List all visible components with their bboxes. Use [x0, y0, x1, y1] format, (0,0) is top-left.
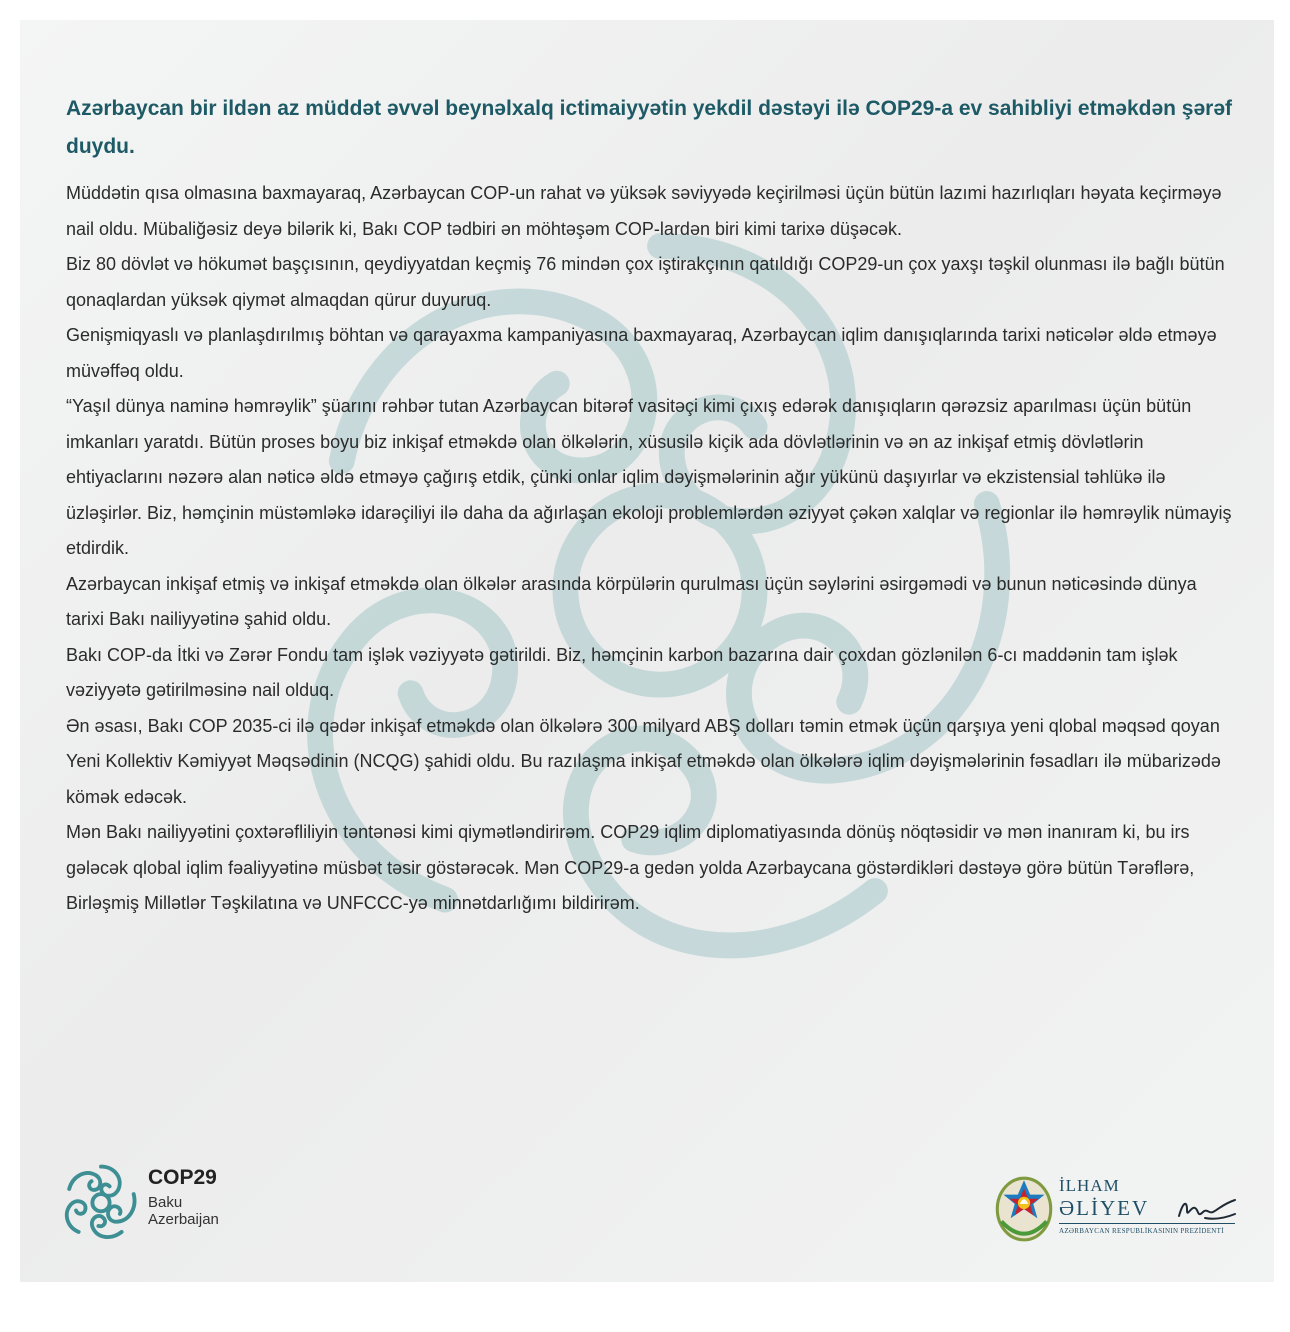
president-title: AZƏRBAYCAN RESPUBLİKASININ PREZİDENTİ: [1059, 1227, 1224, 1235]
president-signature-block: [975, 1170, 1245, 1250]
president-last-name: ƏLİYEV: [1059, 1196, 1150, 1220]
cop29-location: [148, 1194, 219, 1228]
paragraph: Bakı COP-da İtki və Zərər Fondu tam işlək vəziyyətə gətirildi. Biz, həmçinin karbon bazarına dair çoxdan gözlənilən 6-cı maddənin tam işlək vəziyyətə gətirilməsinə nail olduq.: [66, 644, 1178, 700]
statement-heading: Azərbaycan bir ildən az müddət əvvəl beynəlxalq ictimaiyyətin yekdil dəstəyi ilə COP29-a ev sahibliyi etməkdən şərəf duydu.: [66, 97, 1232, 158]
paragraph: Ən əsası, Bakı COP 2035-ci ilə qədər inkişaf etməkdə olan ölkələrə 300 milyard ABŞ dolları təmin etmək üçün qarşıya yeni qlobal məqsəd qoyan Yeni Kollektiv Kəmiyyət Məqsədinin (NCQG) şahidi oldu. Bu razılaşma inkişaf etməkdə olan ölkələrə iqlim dəyişmələrinin fəsadları ilə mübarizədə kömək edəcək.: [66, 715, 1221, 807]
statement-card: [20, 20, 1274, 1282]
azerbaijan-state-emblem-icon: [993, 1170, 1055, 1244]
paragraph: Azərbaycan inkişaf etmiş və inkişaf etməkdə olan ölkələr arasında körpülərin qurulması üçün səylərini əsirgəmədi və bunun nəticəsində dünya tarixi Bakı nailiyyətinə şahid oldu.: [66, 573, 1197, 629]
cop29-title: COP29: [148, 1166, 217, 1189]
cop29-flower-emblem-icon: [58, 1158, 144, 1244]
president-first-name: İLHAM: [1059, 1176, 1120, 1195]
paragraph: Biz 80 dövlət və hökumət başçısının, qeydiyyatdan keçmiş 76 mindən çox iştirakçının qatıldığı COP29-un çox yaxşı təşkil olunması ilə bağlı bütün qonaqlardan yüksək qiymət almaqdan qürur duyuruq.: [66, 254, 1225, 310]
paragraph: Genişmiqyaslı və planlaşdırılmış böhtan və qarayaxma kampaniyasına baxmayaraq, Azərbaycan iqlim danışıqlarında tarixi nəticələr əldə etməyə müvəffəq oldu.: [66, 325, 1217, 381]
president-divider: [1059, 1223, 1235, 1224]
paragraph: Mən Bakı nailiyyətini çoxtərəfliliyin təntənəsi kimi qiymətləndirirəm. COP29 iqlim diplomatiyasında dönüş nöqtəsidir və mən inanıram ki, bu irs gələcək qlobal iqlim fəaliyyətinə müsbət təsir göstərəcək. Mən COP29-a gedən yolda Azərbaycana göstərdikləri dəstəyə görə bütün Tərəflərə, Birləşmiş Millətlər Təşkilatına və UNFCCC-yə minnətdarlığımı bildirirəm.: [66, 822, 1195, 913]
signature-icon: [1175, 1194, 1239, 1224]
cop29-country: Azerbaijan: [148, 1211, 219, 1228]
paragraph: Müddətin qısa olmasına baxmayaraq, Azərbaycan COP-un rahat və yüksək səviyyədə keçirilməsi üçün bütün lazımi hazırlıqları həyata keçirməyə nail oldu. Mübaliğəsiz deyə bilərik ki, Bakı COP tədbiri ən möhtəşəm COP-lardən biri kimi tarixə düşəcək.: [66, 183, 1222, 239]
cop29-logo: [58, 1158, 318, 1248]
statement-content: [66, 90, 1236, 922]
cop29-city: Baku: [148, 1194, 183, 1211]
paragraph: “Yaşıl dünya naminə həmrəylik” şüarını rəhbər tutan Azərbaycan bitərəf vasitəçi kimi çıxış edərək danışıqların qərəzsiz aparılması üçün bütün imkanları yaratdı. Bütün proses boyu biz inkişaf etməkdə olan ölkələrin, xüsusilə kiçik ada dövlətlərinin və ən az inkişaf etmiş dövlətlərin ehtiyaclarını nəzərə alan nəticə əldə etməyə çağırış etdik, çünki onlar iqlim dəyişmələrinin ağır yükünü daşıyırlar və ekzistensial təhlükə ilə üzləşirlər. Biz, həmçinin müstəmləkə idarəçiliyi ilə daha da ağırlaşan ekoloji problemlərdən əziyyət çəkən xalqlar və regionlar ilə həmrəylik nümayiş etdirdik.: [66, 396, 1232, 558]
